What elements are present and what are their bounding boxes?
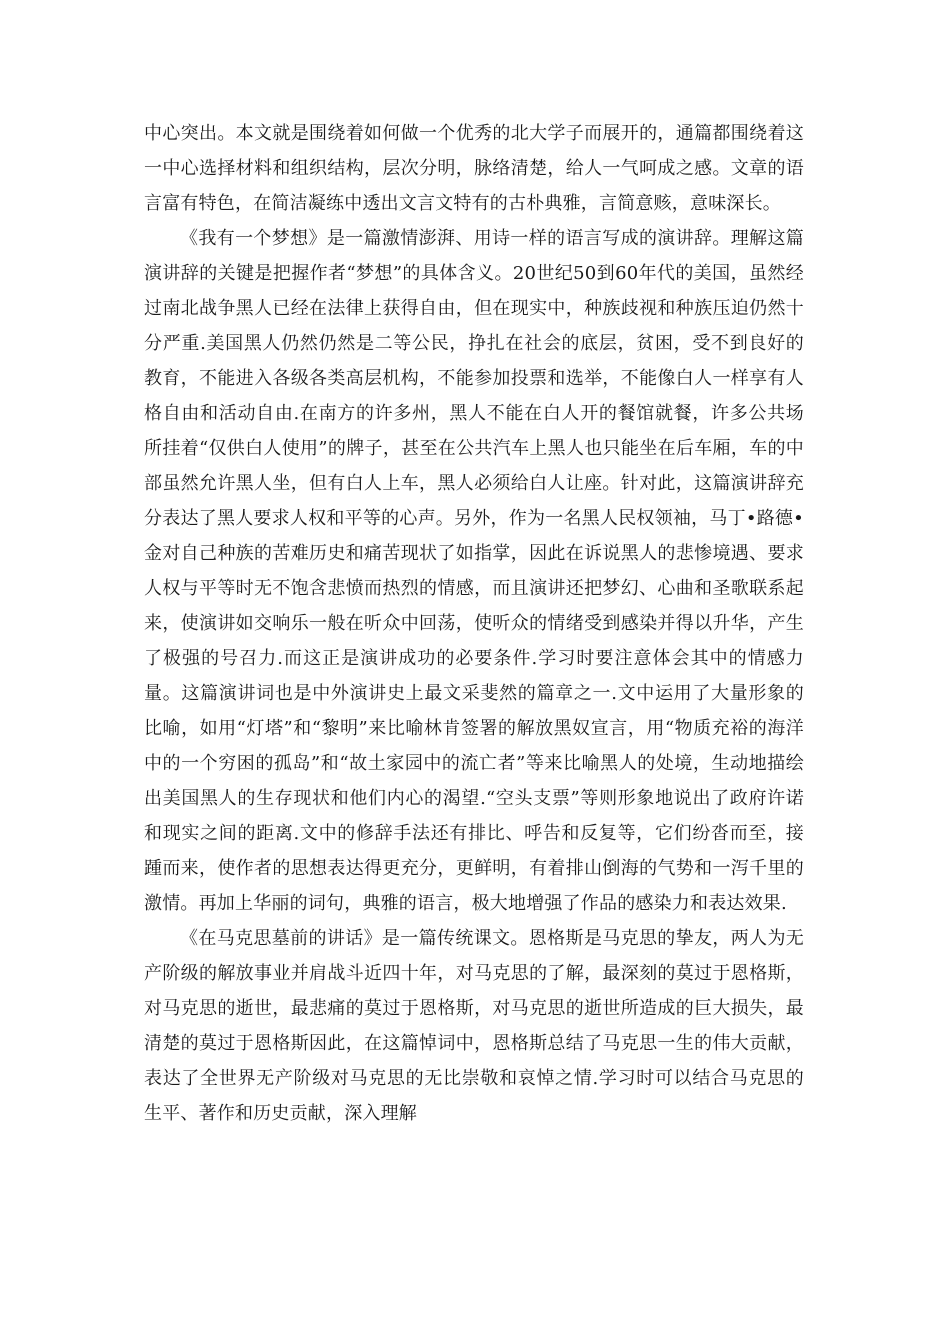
paragraph-i-have-a-dream: 《我有一个梦想》是一篇激情澎湃、用诗一样的语言写成的演讲辞。理解这篇演讲辞的关键是把握作者“梦想”的具体含义。20世纪50到60年代的美国，虽然经过南北战争黑人已经在法律上获得自由，但在现实中，种族歧视和种族压迫仍然十分严重.美国黑人仍然仍然是二等公民，挣扎在社会的底层，贫困，受不到良好的教育，不能进入各级各类高层机构，不能参加投票和选举，不能像白人一样享有人格自由和活动自由.在南方的许多州，黑人不能在白人开的餐馆就餐，许多公共场所挂着“仅供白人使用”的牌子，甚至在公共汽车上黑人也只能坐在后车厢，车的中部虽然允许黑人坐，但有白人上车，黑人必须给白人让座。针对此，这篇演讲辞充分表达了黑人要求人权和平等的心声。另外，作为一名黑人民权领袖，马丁•路德•金对自己种族的苦难历史和痛苦现状了如指掌，因此在诉说黑人的悲惨境遇、要求人权与平等时无不饱含悲愤而热烈的情感，而且演讲还把梦幻、心曲和圣歌联系起来，使演讲如交响乐一般在听众中回荡，使听众的情绪受到感染并得以升华，产生了极强的号召力.而这正是演讲成功的必要条件.学习时要注意体会其中的情感力量。这篇演讲词也是中外演讲史上最文采斐然的篇章之一.文中运用了大量形象的比喻，如用“灯塔”和“黎明”来比喻林肯签署的解放黑奴宣言，用“物质充裕的海洋中的一个穷困的孤岛”和“故土家园中的流亡者”等来比喻黑人的处境，生动地描绘出美国黑人的生存现状和他们内心的渴望.“空头支票”等则形象地说出了政府许诺和现实之间的距离.文中的修辞手法还有排比、呼告和反复等，它们纷沓而至，接踵而来，使作者的思想表达得更充分，更鲜明，有着排山倒海的气势和一泻千里的激情。再加上华丽的词句，典雅的语言，极大地增强了作品的感染力和表达效果. (144, 228, 804, 914)
document-body (144, 116, 804, 1131)
paragraph-marx-grave-speech: 《在马克思墓前的讲话》是一篇传统课文。恩格斯是马克思的挚友，两人为无产阶级的解放事业并肩战斗近四十年，对马克思的了解，最深刻的莫过于恩格斯，对马克思的逝世，最悲痛的莫过于恩格斯，对马克思的逝世所造成的巨大损失，最清楚的莫过于恩格斯因此，在这篇悼词中，恩格斯总结了马克思一生的伟大贡献，表达了全世界无产阶级对马克思的无比崇敬和哀悼之情.学习时可以结合马克思的生平、著作和历史贡献，深入理解 (144, 928, 804, 1124)
paragraph-continuation: 中心突出。本文就是围绕着如何做一个优秀的北大学子而展开的，通篇都围绕着这一中心选择材料和组织结构，层次分明，脉络清楚，给人一气呵成之感。文章的语言富有特色，在简洁凝练中透出文言文特有的古朴典雅，言简意赅，意味深长。 (144, 123, 804, 214)
